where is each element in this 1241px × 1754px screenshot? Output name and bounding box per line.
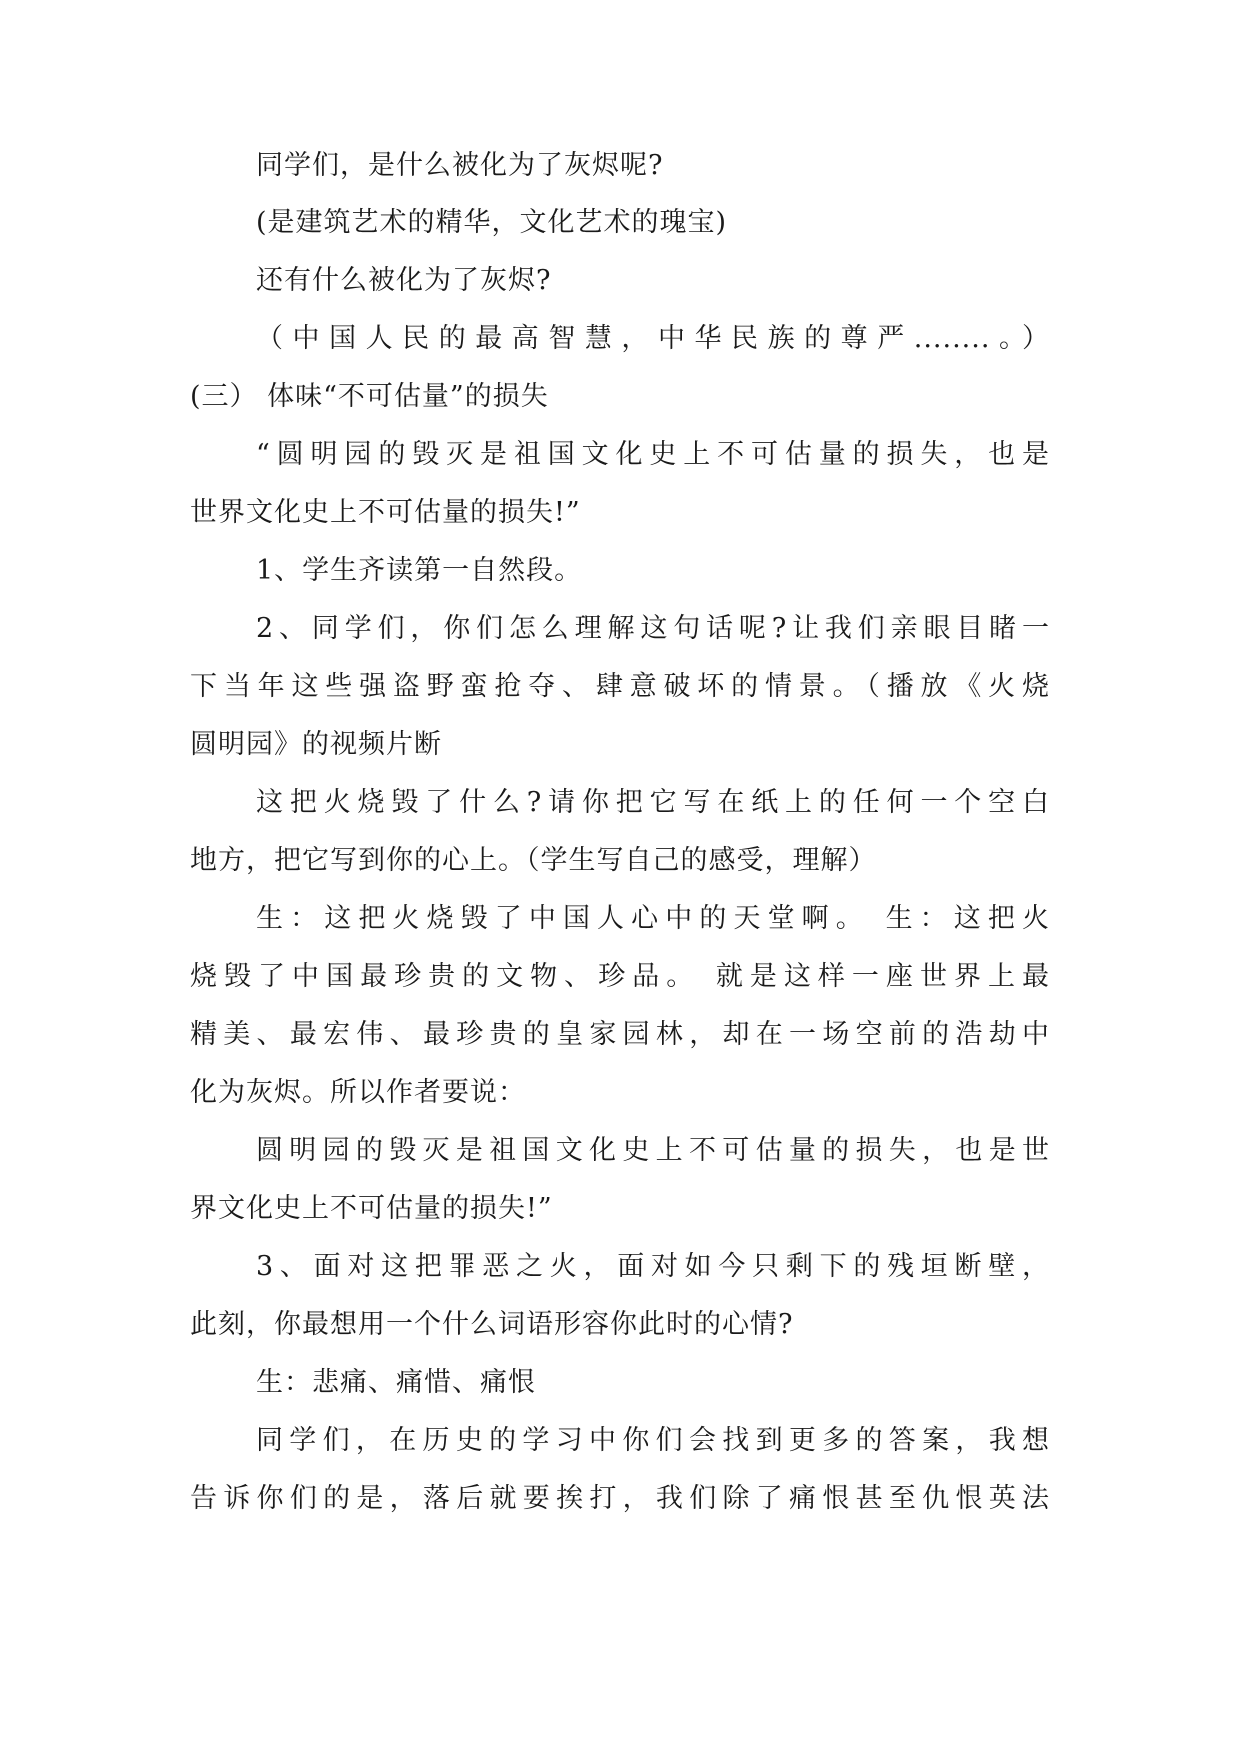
text-line: 这把火烧毁了什么?请你把它写在纸上的任何一个空白 [256,787,1050,818]
text-line: 圆明园的毁灭是祖国文化史上不可估量的损失，也是世 [256,1135,1050,1166]
text-line: 同学们，在历史的学习中你们会找到更多的答案，我想 [256,1425,1050,1456]
text-line: （中国人民的最高智慧，中华民族的尊严........。） [256,323,1050,354]
text-line: (是建筑艺术的精华，文化艺术的瑰宝) [256,207,728,238]
text-line: 界文化史上不可估量的损失!” [190,1193,553,1224]
text-line: 烧毁了中国最珍贵的文物、珍品。 就是这样一座世界上最 [190,961,1050,992]
text-line: 地方，把它写到你的心上。（学生写自己的感受，理解） [190,845,877,876]
text-line: 1、学生齐读第一自然段。 [256,555,583,586]
text-line: 生：悲痛、痛惜、痛恨 [256,1367,536,1398]
text-line: 此刻，你最想用一个什么词语形容你此时的心情? [190,1309,794,1340]
text-line: 化为灰烬。所以作者要说： [190,1077,526,1108]
text-line: 同学们，是什么被化为了灰烬呢? [256,150,664,181]
text-line: “圆明园的毁灭是祖国文化史上不可估量的损失，也是 [256,439,1050,470]
text-line: 世界文化史上不可估量的损失!” [190,497,581,528]
text-line: 下当年这些强盗野蛮抢夺、肆意破坏的情景。（播放《火烧 [190,671,1050,702]
text-line: 生：这把火烧毁了中国人心中的天堂啊。 生：这把火 [256,903,1050,934]
text-line: 圆明园》的视频片断 [190,729,442,760]
text-line: 3、面对这把罪恶之火，面对如今只剩下的残垣断壁， [256,1251,1050,1282]
text-line: 精美、最宏伟、最珍贵的皇家园林，却在一场空前的浩劫中 [190,1019,1050,1050]
text-line: 告诉你们的是，落后就要挨打，我们除了痛恨甚至仇恨英法 [190,1483,1050,1514]
text-line: 还有什么被化为了灰烬? [256,265,552,296]
text-line: 2、同学们，你们怎么理解这句话呢?让我们亲眼目睹一 [256,613,1050,644]
section-heading: (三） 体味“不可估量”的损失 [190,381,549,412]
